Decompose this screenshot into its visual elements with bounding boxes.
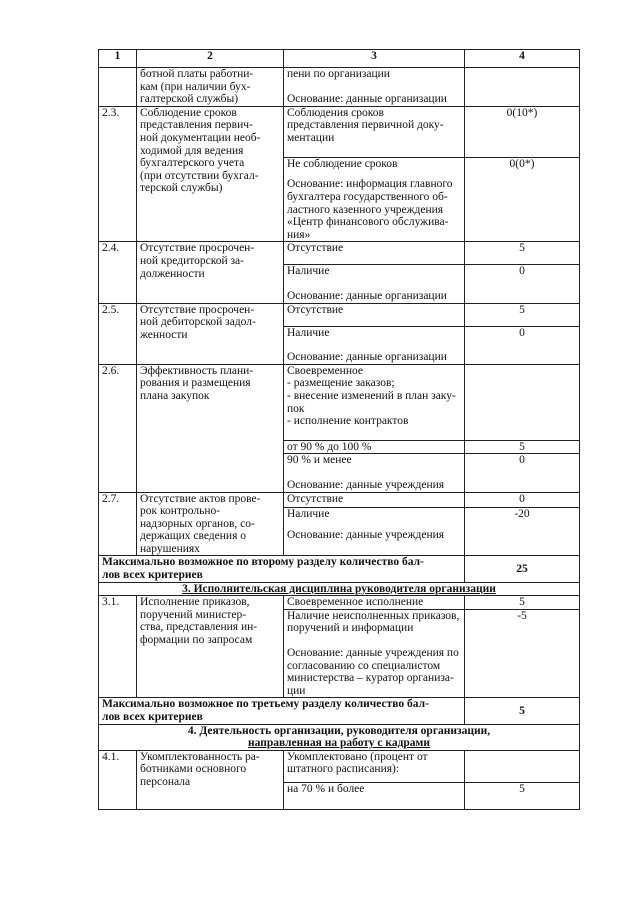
table-row	[99, 68, 580, 107]
indicator-text: Своевременное - размещение заказов; - внесение изменений в план заку- пок - исполнение контрактов	[284, 364, 465, 440]
header-col-1: 1	[99, 50, 137, 68]
criterion-text: Отсутствие просрочен- ной кредиторской за- долженности	[137, 242, 284, 303]
table-header-row	[99, 50, 580, 68]
header-col-4: 4	[465, 50, 580, 68]
indicator-text: от 90 % до 100 %	[284, 440, 465, 454]
indicator-text: 90 % и менее Основание: данные учреждения	[284, 454, 465, 492]
score-cell: 0	[465, 454, 580, 492]
row-number: 3.1.	[99, 596, 137, 698]
table-row	[99, 596, 580, 610]
score-cell: 5	[465, 596, 580, 610]
section-total-score: 25	[465, 556, 580, 582]
indicator-text: Наличие Основание: данные учреждения	[284, 508, 465, 556]
table-row	[99, 106, 580, 157]
section-heading-row	[99, 582, 580, 596]
section-heading: 3. Исполнительская дисциплина руководителя организации	[99, 582, 580, 596]
section-total-row	[99, 698, 580, 724]
row-number	[99, 68, 137, 107]
table-row	[99, 364, 580, 440]
row-number: 4.1.	[99, 750, 137, 809]
indicator-text: Отсутствие	[284, 492, 465, 508]
row-number: 2.6.	[99, 364, 137, 492]
table-row	[99, 242, 580, 265]
section-heading: 4. Деятельность организации, руководителя организации, направленная на работу с кадрами	[99, 724, 580, 750]
section-total-score: 5	[465, 698, 580, 724]
criterion-text: Эффективность плани- рования и размещения плана закупок	[137, 364, 284, 492]
indicator-text: Не соблюдение сроков Основание: информация главного бухгалтера государственного об- ластного казенного учреждения «Центр финансового обслужива- ния»	[284, 157, 465, 242]
score-cell: 5	[465, 303, 580, 326]
score-cell: -5	[465, 609, 580, 698]
score-cell: 0(10*)	[465, 106, 580, 157]
score-cell: 0(0*)	[465, 157, 580, 242]
indicator-text: на 70 % и более	[284, 782, 465, 809]
score-cell: -20	[465, 508, 580, 556]
indicator-text: Укомплектовано (процент от штатного расписания):	[284, 750, 465, 782]
score-cell: 5	[465, 440, 580, 454]
criterion-text: Укомплектованность ра- ботниками основного персонала	[137, 750, 284, 809]
criterion-text: Отсутствие просрочен- ной дебиторской задол- женности	[137, 303, 284, 364]
indicator-text: Наличие Основание: данные организации	[284, 265, 465, 303]
header-col-2: 2	[137, 50, 284, 68]
indicator-text: Своевременное исполнение	[284, 596, 465, 610]
indicator-text: Соблюдения сроков представления первичной доку- ментации	[284, 106, 465, 157]
table-row	[99, 492, 580, 508]
section-total-row	[99, 556, 580, 582]
score-cell: 0	[465, 492, 580, 508]
criterion-text: Соблюдение сроков представления первич- ной документации необ- ходимой для ведения бухгалтерского учета (при отсутствии бухгал- терской службы)	[137, 106, 284, 242]
row-number: 2.5.	[99, 303, 137, 364]
row-number: 2.7.	[99, 492, 137, 556]
header-col-3: 3	[284, 50, 465, 68]
criterion-text: ботной платы работни- кам (при наличии бух- галтерской службы)	[137, 68, 284, 107]
row-number: 2.3.	[99, 106, 137, 242]
score-cell	[465, 750, 580, 782]
row-number: 2.4.	[99, 242, 137, 303]
score-cell: 5	[465, 782, 580, 809]
table-row	[99, 750, 580, 782]
indicator-text: Отсутствие	[284, 303, 465, 326]
indicator-text: пени по организации Основание: данные организации	[284, 68, 465, 107]
score-cell	[465, 68, 580, 107]
criterion-text: Исполнение приказов, поручений министер- ства, представления ин- формации по запросам	[137, 596, 284, 698]
section-total-label: Максимально возможное по второму разделу количество бал- лов всех критериев	[99, 556, 465, 582]
indicator-text: Наличие неисполненных приказов, поручений и информации Основание: данные учреждения по согласованию со специалистом министерства – куратор организа- ции	[284, 609, 465, 698]
criterion-text: Отсутствие актов прове- рок контрольно- надзорных органов, со- держащих сведения о нарушениях	[137, 492, 284, 556]
score-cell: 0	[465, 326, 580, 364]
criteria-table	[98, 49, 580, 810]
score-cell	[465, 364, 580, 440]
indicator-text: Наличие Основание: данные организации	[284, 326, 465, 364]
score-cell: 0	[465, 265, 580, 303]
indicator-text: Отсутствие	[284, 242, 465, 265]
table-row	[99, 303, 580, 326]
section-heading-row	[99, 724, 580, 750]
section-total-label: Максимально возможное по третьему разделу количество бал- лов всех критериев	[99, 698, 465, 724]
score-cell: 5	[465, 242, 580, 265]
